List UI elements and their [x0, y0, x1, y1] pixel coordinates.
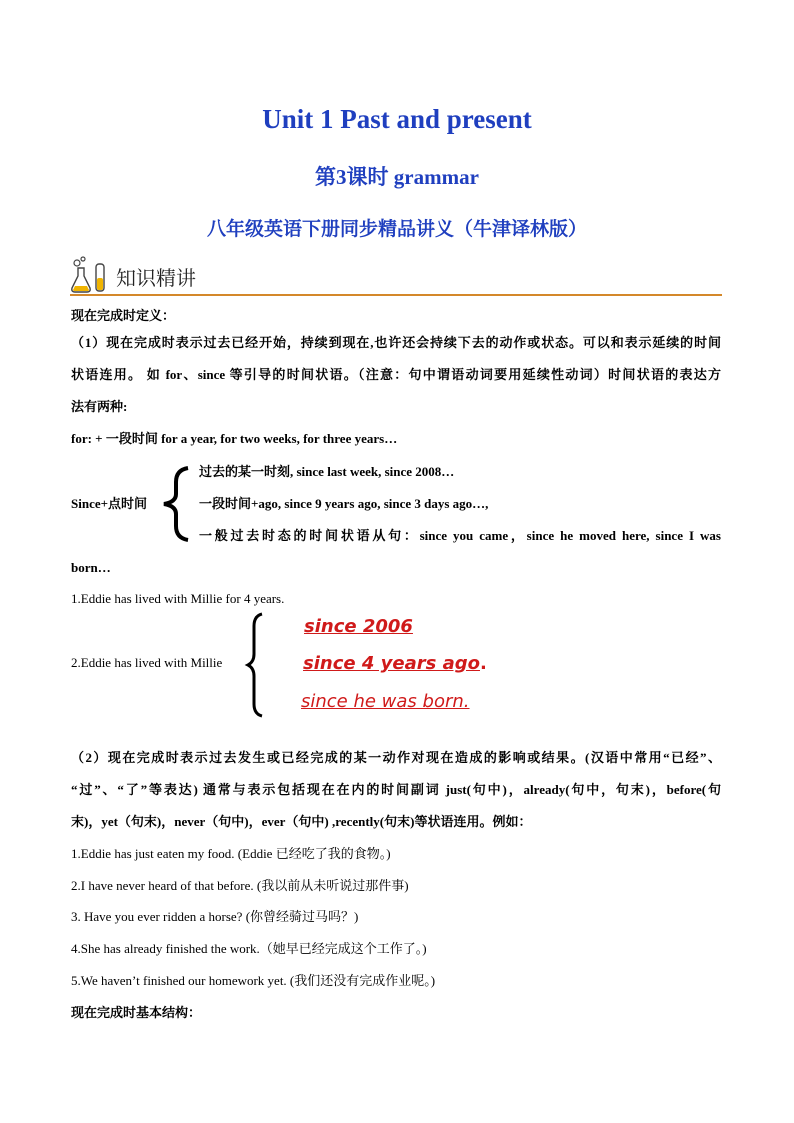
p1-line2: 状语连用。 如 for、since 等引导的时间状语。（注意：句中谓语动词要用延续性动词）时间状语的表达方 — [71, 367, 721, 382]
example-sentence: 2.Eddie has lived with Millie — [71, 655, 223, 670]
for-line: for: + 一段时间 for a year, for two weeks, for three years… — [71, 431, 398, 446]
since-item: 过去的某一时刻, since last week, since 2008… — [199, 464, 455, 479]
since-item: 一般过去时态的时间状语从句：since you came，since he moved here, since I was — [199, 528, 721, 543]
p2-line1: （2）现在完成时表示过去发生或已经完成的某一动作对现在造成的影响或结果。(汉语中常用“已经”、 — [71, 750, 721, 765]
p1-line1: （1）现在完成时表示过去已经开始，持续到现在,也许还会持续下去的动作或状态。可以和表示延续的时间 — [71, 335, 721, 350]
example-sentence: 1.Eddie has lived with Millie for 4 years. — [71, 591, 285, 606]
example-sentence: 3. Have you ever ridden a horse? (你曾经骑过马吗？) — [71, 909, 359, 924]
red-answer: since he was born. — [301, 691, 470, 712]
since-item: 一段时间+ago, since 9 years ago, since 3 days ago…, — [199, 496, 489, 511]
section-header — [70, 256, 722, 296]
curly-brace-icon — [244, 612, 268, 718]
page-title: Unit 1 Past and present — [262, 104, 532, 134]
red-period: . — [479, 653, 487, 674]
example-sentence: 5.We haven’t finished our homework yet. (我们还没有完成作业呢。) — [71, 973, 436, 988]
red-answer: since 4 years ago — [303, 653, 480, 674]
section-label: 知识精讲 — [116, 266, 196, 290]
p1-line3: 法有两种: — [71, 399, 128, 414]
since-label: Since+点时间 — [71, 496, 148, 511]
example-sentence: 1.Eddie has just eaten my food. (Eddie 已经吃了我的食物。) — [71, 846, 391, 861]
section-divider — [70, 294, 722, 296]
flask-icon — [70, 256, 110, 294]
since-continuation: born… — [71, 560, 111, 575]
red-answer-line — [303, 653, 487, 674]
lesson-subtitle: 第3课时 grammar — [315, 165, 479, 189]
example-sentence: 4.She has already finished the work.（她早已经完成这个工作了。) — [71, 941, 427, 956]
p2-line3: 末)，yet（句末)，never（句中)，ever（句中) ,recently(句末)等状语连用。例如： — [71, 814, 532, 829]
structure-heading: 现在完成时基本结构： — [71, 1005, 202, 1020]
series-title: 八年级英语下册同步精品讲义（牛津译林版） — [206, 219, 587, 240]
curly-brace-icon — [160, 466, 194, 542]
definition-heading: 现在完成时定义： — [71, 308, 176, 323]
p2-line2: “过”、“了”等表达) 通常与表示包括现在在内的时间副词 just(句中)，already(句中，句末)，before(句 — [71, 782, 721, 797]
red-answer: since 2006 — [304, 616, 413, 637]
example-sentence: 2.I have never heard of that before. (我以前从未听说过那件事) — [71, 878, 409, 893]
